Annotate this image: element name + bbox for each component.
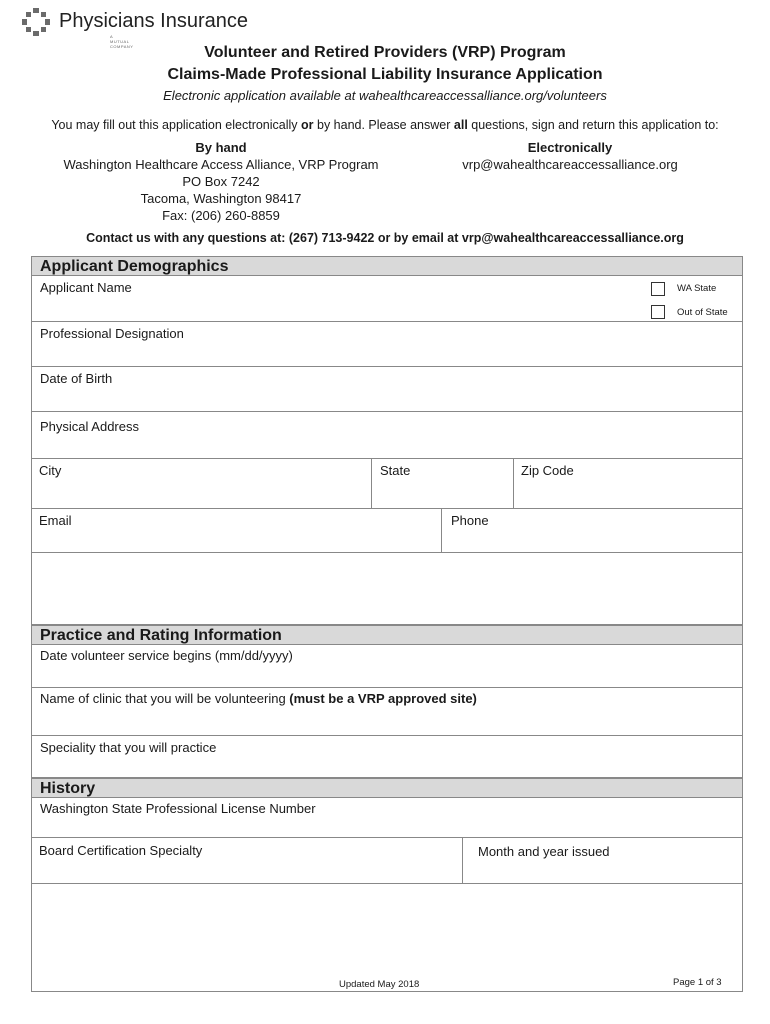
zip-label[interactable]: Zip Code [521,463,574,478]
clinic-note: (must be a VRP approved site) [289,691,477,706]
by-hand-line-3: Tacoma, Washington 98417 [140,191,302,206]
intro-text [0,118,770,132]
updated-date: Updated May 2018 [339,979,420,990]
electronically-block [420,139,720,173]
title-line-2: Claims-Made Professional Liability Insurance Application [167,66,603,83]
license-number-label: Washington State Professional License Number [40,801,316,816]
field-clinic-name[interactable] [31,688,743,736]
title-line-1: Volunteer and Retired Providers (VRP) Program [204,44,566,61]
out-of-state-label: Out of State [677,307,728,318]
by-hand-heading: By hand [195,140,247,155]
section-history: History [31,778,743,798]
phone-label[interactable]: Phone [451,513,489,528]
state-label[interactable]: State [380,463,411,478]
email-label[interactable]: Email [39,513,72,528]
page-number: Page 1 of 3 [673,977,722,988]
field-speciality[interactable] [31,736,743,778]
wa-state-checkbox[interactable] [651,282,665,296]
clinic-name-text: Name of clinic that you will be volunteering [40,691,290,706]
physical-address-label: Physical Address [40,419,139,434]
field-service-begins[interactable] [31,645,743,688]
logo-brand: Physicians Insurance [59,10,248,32]
clinic-name-label [40,691,477,706]
subtitle: Electronic application available at wahealthcareaccessalliance.org/volunteers [163,88,607,103]
field-professional-designation[interactable] [31,322,743,367]
month-year-issued-label[interactable]: Month and year issued [478,844,610,859]
intro-all: all [453,118,468,132]
intro-part-3: questions, sign and return this application to: [467,118,719,132]
electronically-email[interactable]: vrp@wahealthcareaccessalliance.org [462,157,678,172]
row-email-phone [31,509,743,553]
section-practice-rating: Practice and Rating Information [31,625,743,645]
date-of-birth-label: Date of Birth [40,371,113,386]
divider [371,459,372,509]
contact-line: Contact us with any questions at: (267) 713-9422 or by email at vrp@wahealthcareaccessalliance.org [86,231,684,245]
logo-mark-icon [22,8,50,36]
by-hand-block [40,139,402,224]
by-hand-line-4: Fax: (206) 260-8859 [162,208,280,223]
by-hand-line-2: PO Box 7242 [182,174,260,189]
section-applicant-demographics: Applicant Demographics [31,256,743,276]
intro-or: or [301,118,314,132]
blank-area [31,884,743,992]
blank-area [31,553,743,625]
logo-tagline: A MUTUAL COMPANY [110,34,134,49]
city-label[interactable]: City [39,463,62,478]
wa-state-label: WA State [677,283,717,294]
field-applicant-name[interactable] [31,276,743,322]
applicant-name-label: Applicant Name [40,280,132,295]
divider [441,509,442,553]
by-hand-line-1: Washington Healthcare Access Alliance, VRP Program [63,157,379,172]
intro-part-1: You may fill out this application electronically [51,118,302,132]
service-begins-label: Date volunteer service begins (mm/dd/yyyy) [40,648,293,663]
divider [462,838,463,884]
speciality-label: Speciality that you will practice [40,740,217,755]
professional-designation-label: Professional Designation [40,326,184,341]
field-license-number[interactable] [31,798,743,838]
divider [513,459,514,509]
field-physical-address[interactable] [31,412,743,459]
intro-part-2: by hand. Please answer [313,118,454,132]
electronically-heading: Electronically [527,140,613,155]
field-date-of-birth[interactable] [31,367,743,412]
board-certification-label[interactable]: Board Certification Specialty [39,843,203,858]
out-of-state-checkbox[interactable] [651,305,665,319]
